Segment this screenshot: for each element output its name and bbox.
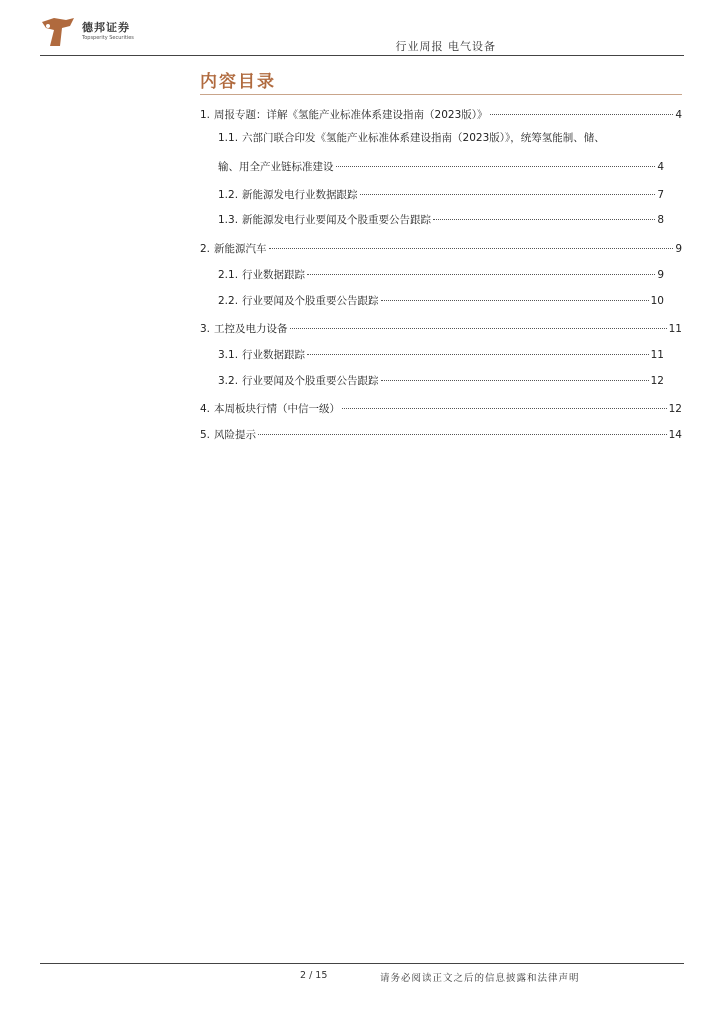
company-logo <box>40 16 140 50</box>
toc-entry-page: 12 <box>668 403 682 415</box>
toc-leader-dots <box>336 166 656 167</box>
disclaimer-note: 请务必阅读正文之后的信息披露和法律声明 <box>380 973 580 984</box>
toc-entry-number: 1.2. <box>218 189 239 201</box>
toc-leader-dots <box>490 114 674 115</box>
report-type: 行业周报 电气设备 <box>395 40 496 53</box>
toc-leader-dots <box>433 219 655 220</box>
toc-leader-dots <box>381 380 649 381</box>
toc-entry-number: 2. <box>200 243 211 255</box>
toc-entry-title: 行业数据跟踪 <box>242 349 306 361</box>
toc-entry-title: 六部门联合印发《氢能产业标准体系建设指南（2023版）》，统筹氢能制、储、 <box>242 132 605 144</box>
toc-entry[interactable] <box>200 185 682 205</box>
toc-entry-number: 3. <box>200 323 211 335</box>
toc-entry-title: 周报专题：详解《氢能产业标准体系建设指南（2023版）》 <box>214 109 488 121</box>
toc-leader-dots <box>290 328 667 329</box>
toc-entry-title: 新能源发电行业数据跟踪 <box>242 189 358 201</box>
toc-entry-number: 1. <box>200 109 211 121</box>
toc-leader-dots <box>269 248 674 249</box>
toc-entry[interactable] <box>200 105 682 125</box>
toc-entry[interactable] <box>200 128 682 148</box>
toc-entry-number: 4. <box>200 403 211 415</box>
toc-entry-title: 行业要闻及个股重要公告跟踪 <box>242 375 379 387</box>
toc-entry-number: 1.1. <box>218 132 239 144</box>
toc-entry-title: 本周板块行情（中信一级） <box>214 403 341 415</box>
toc-entry-number: 3.1. <box>218 349 239 361</box>
page-number: 2 / 15 <box>300 970 328 981</box>
header-divider <box>40 55 684 56</box>
toc-entry-page: 9 <box>675 243 682 255</box>
toc-leader-dots <box>307 354 649 355</box>
toc-entry[interactable] <box>200 265 682 285</box>
toc-entry-page: 8 <box>657 214 664 226</box>
toc-entry-page: 14 <box>668 429 682 441</box>
toc-entry[interactable] <box>200 157 682 177</box>
toc-entry[interactable] <box>200 371 682 391</box>
brand-english-name: Topsperity Securities <box>82 35 134 41</box>
toc-entry-title: 风险提示 <box>214 429 257 441</box>
toc-entry[interactable] <box>200 319 682 339</box>
brand-name: 德邦证券 <box>82 21 130 34</box>
toc-leader-dots <box>360 194 656 195</box>
toc-entry-page: 12 <box>650 375 664 387</box>
toc-entry[interactable] <box>200 425 682 445</box>
toc-entry-page: 11 <box>668 323 682 335</box>
toc-leader-dots <box>342 408 667 409</box>
toc-heading-divider <box>200 94 682 95</box>
toc-entry-title: 行业数据跟踪 <box>242 269 306 281</box>
footer-divider <box>40 963 684 964</box>
toc-leader-dots <box>258 434 667 435</box>
toc-entry-page: 4 <box>675 109 682 121</box>
toc-entry[interactable] <box>200 239 682 259</box>
toc-entry-title: 工控及电力设备 <box>214 323 288 335</box>
logo-icon <box>40 16 76 48</box>
toc-entry-number: 5. <box>200 429 211 441</box>
toc-entry-title: 输、用全产业链标准建设 <box>218 161 334 173</box>
toc-entry-number: 2.1. <box>218 269 239 281</box>
toc-leader-dots <box>381 300 649 301</box>
toc-entry[interactable] <box>200 345 682 365</box>
toc-entry-page: 10 <box>650 295 664 307</box>
toc-entry-page: 11 <box>650 349 664 361</box>
toc-entry[interactable] <box>200 291 682 311</box>
toc-entry-number: 1.3. <box>218 214 239 226</box>
toc-entry-title: 行业要闻及个股重要公告跟踪 <box>242 295 379 307</box>
toc-entry-page: 4 <box>657 161 664 173</box>
toc-entry-number: 2.2. <box>218 295 239 307</box>
toc-entry-number: 3.2. <box>218 375 239 387</box>
toc-entry-title: 新能源汽车 <box>214 243 267 255</box>
toc-leader-dots <box>307 274 655 275</box>
toc-entry[interactable] <box>200 210 682 230</box>
toc-heading: 内容目录 <box>200 72 276 92</box>
toc-entry-page: 7 <box>657 189 664 201</box>
toc-entry-title: 新能源发电行业要闻及个股重要公告跟踪 <box>242 214 432 226</box>
toc-entry-page: 9 <box>657 269 664 281</box>
toc-entry[interactable] <box>200 399 682 419</box>
